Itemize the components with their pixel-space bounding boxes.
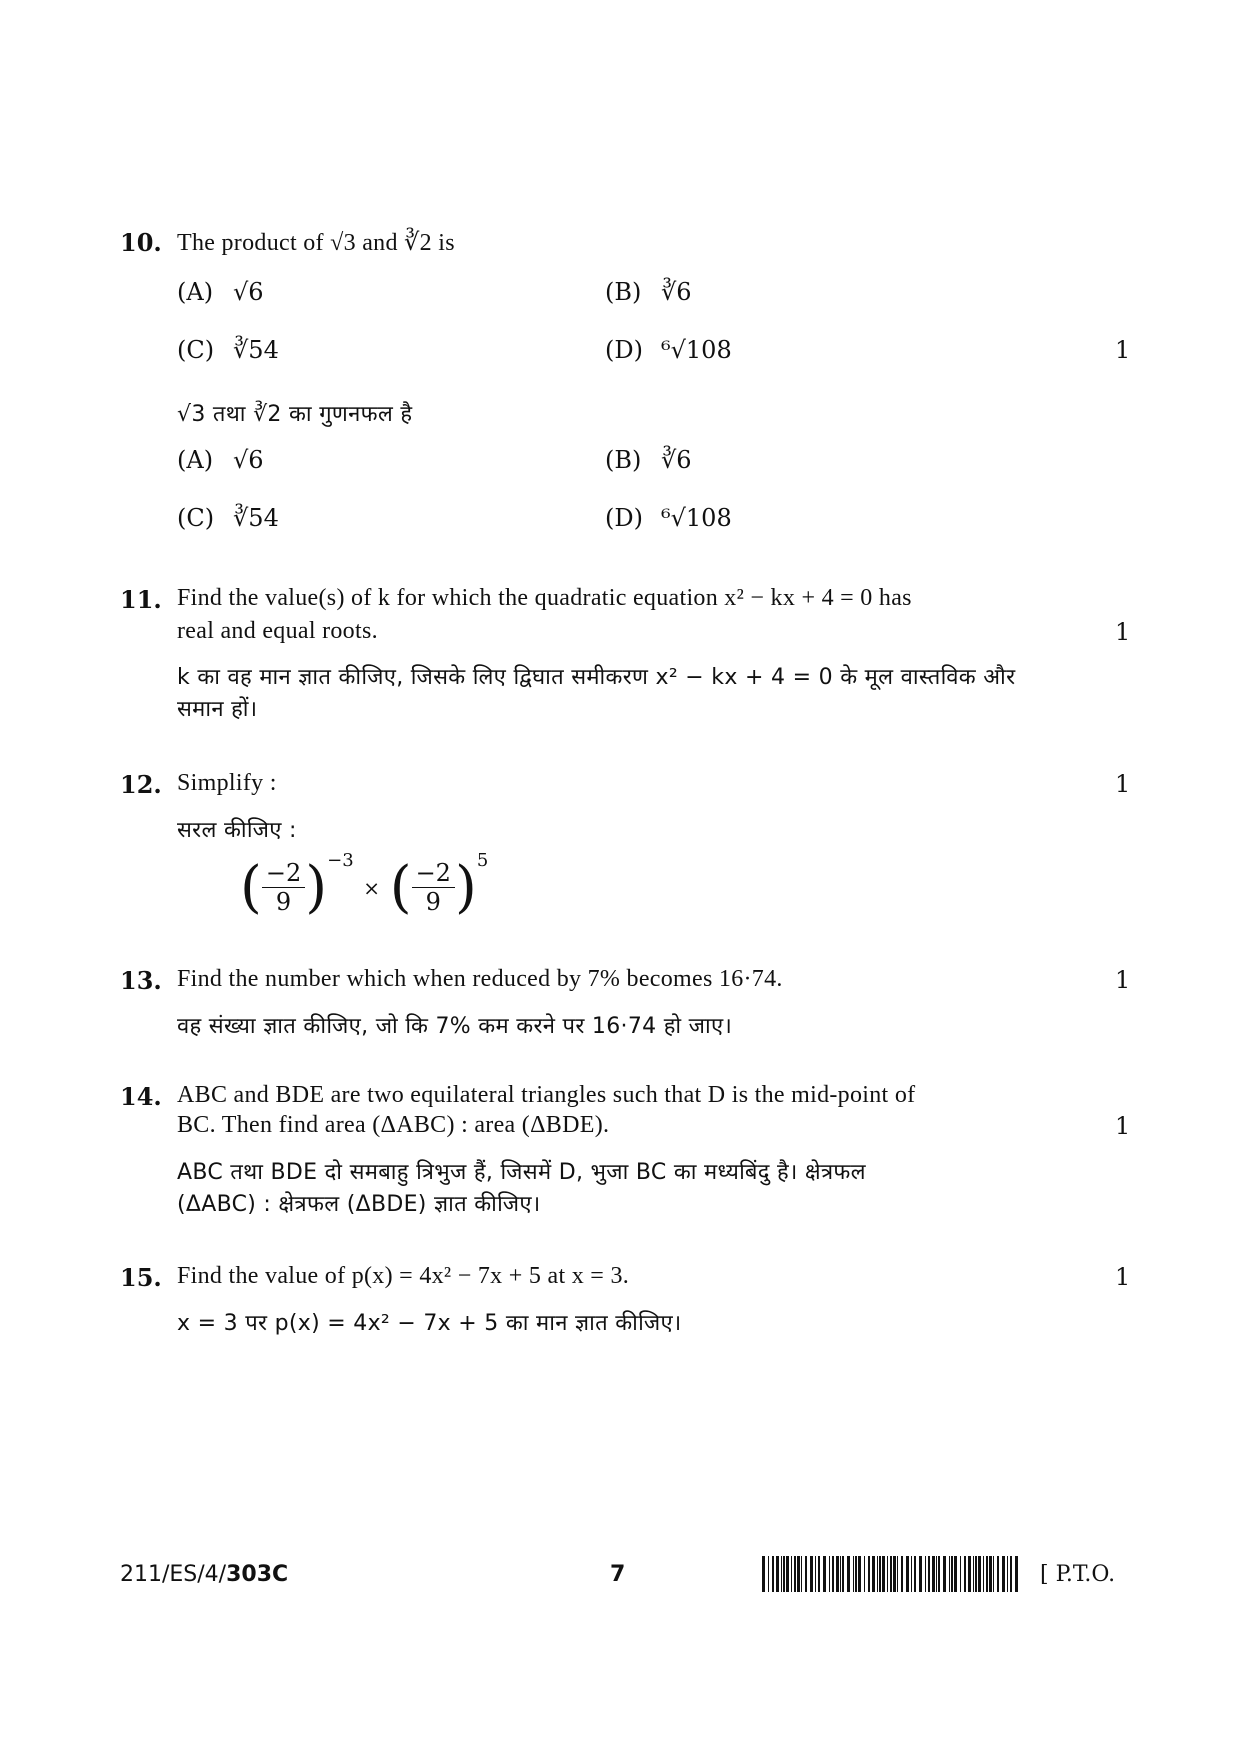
barcode-bar bbox=[868, 1556, 870, 1592]
question-number: 13. bbox=[120, 966, 162, 995]
fraction-1 bbox=[262, 859, 305, 916]
option-d-en bbox=[605, 336, 732, 364]
option-value: √6 bbox=[233, 446, 264, 474]
option-c-hi bbox=[177, 504, 279, 532]
exponent: −3 bbox=[327, 850, 354, 871]
barcode-bar bbox=[919, 1556, 922, 1592]
barcode-bar bbox=[1002, 1556, 1005, 1592]
barcode-bar bbox=[989, 1556, 992, 1592]
option-a-en bbox=[177, 278, 264, 306]
question-text-hi: सरल कीजिए : bbox=[177, 818, 297, 843]
option-value: ⁶√108 bbox=[661, 504, 732, 532]
option-b-hi bbox=[605, 446, 692, 474]
barcode-bar bbox=[949, 1556, 950, 1592]
barcode-bar bbox=[960, 1556, 961, 1592]
page-number: 7 bbox=[610, 1562, 626, 1587]
numerator: −2 bbox=[262, 859, 305, 888]
barcode bbox=[762, 1556, 1022, 1592]
barcode-bar bbox=[818, 1556, 820, 1592]
marks: 1 bbox=[1115, 618, 1131, 646]
left-paren: ( bbox=[240, 855, 262, 920]
barcode-bar bbox=[1015, 1556, 1018, 1592]
question-number: 11. bbox=[120, 585, 162, 614]
barcode-bar bbox=[932, 1556, 935, 1592]
left-paren: ( bbox=[389, 855, 412, 920]
barcode-bar bbox=[951, 1556, 953, 1592]
barcode-bar bbox=[853, 1556, 854, 1592]
exponent: 5 bbox=[476, 850, 489, 871]
barcode-bar bbox=[925, 1556, 926, 1592]
barcode-bar bbox=[840, 1556, 841, 1592]
barcode-bar bbox=[829, 1556, 830, 1592]
barcode-bar bbox=[954, 1556, 957, 1592]
barcode-bar bbox=[797, 1556, 800, 1592]
barcode-bar bbox=[858, 1556, 861, 1592]
barcode-bar bbox=[810, 1556, 813, 1592]
barcode-bar bbox=[893, 1556, 896, 1592]
barcode-bar bbox=[983, 1556, 984, 1592]
barcode-bar bbox=[914, 1556, 916, 1592]
denominator: 9 bbox=[425, 888, 441, 916]
question-line-1-hi: k का वह मान ज्ञात कीजिए, जिसके लिए द्विघात समीकरण x² − kx + 4 = 0 के मूल वास्तविक और bbox=[177, 665, 1016, 690]
barcode-bar bbox=[897, 1556, 898, 1592]
question-line-2-en: real and equal roots. bbox=[177, 618, 378, 644]
option-value: ∛54 bbox=[233, 336, 279, 364]
question-text-en: Find the number which when reduced by 7% becomes 16·74. bbox=[177, 966, 783, 992]
fraction-2 bbox=[412, 859, 455, 916]
paper-code-prefix: 211/ES/4/ bbox=[120, 1562, 227, 1587]
barcode-bar bbox=[864, 1556, 865, 1592]
barcode-bar bbox=[1010, 1556, 1012, 1592]
marks: 1 bbox=[1115, 770, 1131, 798]
expression bbox=[240, 850, 488, 920]
right-paren: ) bbox=[305, 855, 328, 920]
barcode-bar bbox=[978, 1556, 981, 1592]
barcode-bar bbox=[986, 1556, 988, 1592]
barcode-bar bbox=[975, 1556, 977, 1592]
page-footer bbox=[0, 1562, 1241, 1602]
option-value: ⁶√108 bbox=[661, 336, 732, 364]
denominator: 9 bbox=[275, 888, 292, 916]
option-d-hi bbox=[605, 504, 732, 532]
option-label: (C) bbox=[177, 504, 215, 532]
barcode-bar bbox=[783, 1556, 785, 1592]
option-value: √6 bbox=[233, 278, 264, 306]
question-number: 10. bbox=[120, 228, 162, 257]
barcode-bar bbox=[768, 1556, 769, 1592]
barcode-bar bbox=[815, 1556, 816, 1592]
barcode-bar bbox=[993, 1556, 994, 1592]
barcode-bar bbox=[997, 1556, 999, 1592]
barcode-bar bbox=[801, 1556, 802, 1592]
barcode-bar bbox=[832, 1556, 834, 1592]
option-label: (B) bbox=[605, 278, 642, 306]
barcode-bar bbox=[772, 1556, 774, 1592]
barcode-bar bbox=[847, 1556, 850, 1592]
question-line-2-hi: समान हों। bbox=[177, 697, 258, 722]
barcode-bar bbox=[1007, 1556, 1008, 1592]
option-a-hi bbox=[177, 446, 264, 474]
option-value: ∛54 bbox=[233, 504, 279, 532]
barcode-bar bbox=[823, 1556, 826, 1592]
paper-code-bold: 303C bbox=[226, 1562, 289, 1587]
option-label: (D) bbox=[605, 336, 643, 364]
barcode-bar bbox=[882, 1556, 885, 1592]
option-value: ∛6 bbox=[661, 446, 692, 474]
barcode-bar bbox=[872, 1556, 875, 1592]
barcode-bar bbox=[890, 1556, 892, 1592]
option-label: (A) bbox=[177, 446, 214, 474]
barcode-bar bbox=[968, 1556, 971, 1592]
question-text-en: Find the value of p(x) = 4x² − 7x + 5 at x = 3. bbox=[177, 1263, 630, 1289]
question-line-2-en: BC. Then find area (ΔABC) : area (ΔBDE). bbox=[177, 1112, 610, 1138]
question-number: 15. bbox=[120, 1263, 162, 1292]
barcode-bar bbox=[781, 1556, 782, 1592]
option-value: ∛6 bbox=[661, 278, 692, 306]
barcode-bar bbox=[762, 1556, 765, 1592]
barcode-bar bbox=[776, 1556, 779, 1592]
option-c-en bbox=[177, 336, 279, 364]
barcode-bar bbox=[887, 1556, 888, 1592]
barcode-bar bbox=[786, 1556, 789, 1592]
marks: 1 bbox=[1115, 1112, 1131, 1140]
question-number: 14. bbox=[120, 1082, 162, 1111]
barcode-bar bbox=[805, 1556, 807, 1592]
question-line-2-hi: (ΔABC) : क्षेत्रफल (ΔBDE) ज्ञात कीजिए। bbox=[177, 1192, 541, 1217]
barcode-bar bbox=[836, 1556, 839, 1592]
question-text-hi: √3 तथा ∛2 का गुणनफल है bbox=[177, 402, 413, 427]
barcode-bar bbox=[928, 1556, 930, 1592]
barcode-bar bbox=[855, 1556, 857, 1592]
barcode-bar bbox=[911, 1556, 912, 1592]
marks: 1 bbox=[1115, 336, 1131, 364]
question-line-1-en: Find the value(s) of k for which the quadratic equation x² − kx + 4 = 0 has bbox=[177, 585, 912, 611]
question-text-en: The product of √3 and ∛2 is bbox=[177, 230, 455, 256]
barcode-bar bbox=[964, 1556, 966, 1592]
barcode-bar bbox=[842, 1556, 844, 1592]
barcode-bar bbox=[938, 1556, 940, 1592]
question-text-hi: x = 3 पर p(x) = 4x² − 7x + 5 का मान ज्ञात कीजिए। bbox=[177, 1311, 682, 1336]
barcode-bar bbox=[877, 1556, 878, 1592]
marks: 1 bbox=[1115, 966, 1131, 994]
question-number: 12. bbox=[120, 770, 162, 799]
multiply-sign: × bbox=[363, 875, 381, 900]
question-line-1-en: ABC and BDE are two equilateral triangles such that D is the mid-point of bbox=[177, 1082, 916, 1108]
marks: 1 bbox=[1115, 1263, 1131, 1291]
question-text-en: Simplify : bbox=[177, 770, 277, 796]
barcode-bar bbox=[794, 1556, 796, 1592]
pto-label: [ P.T.O. bbox=[1040, 1562, 1116, 1587]
option-label: (B) bbox=[605, 446, 642, 474]
option-label: (A) bbox=[177, 278, 214, 306]
option-b-en bbox=[605, 278, 692, 306]
option-label: (D) bbox=[605, 504, 643, 532]
barcode-bar bbox=[906, 1556, 909, 1592]
right-paren: ) bbox=[454, 855, 477, 920]
question-line-1-hi: ABC तथा BDE दो समबाहु त्रिभुज हैं, जिसमें D, भुजा BC का मध्यबिंदु है। क्षेत्रफल bbox=[177, 1160, 866, 1185]
paper-code bbox=[120, 1562, 288, 1587]
barcode-bar bbox=[936, 1556, 937, 1592]
numerator: −2 bbox=[412, 859, 455, 888]
option-label: (C) bbox=[177, 336, 215, 364]
barcode-bar bbox=[879, 1556, 881, 1592]
barcode-bar bbox=[791, 1556, 792, 1592]
question-text-hi: वह संख्या ज्ञात कीजिए, जो कि 7% कम करने पर 16·74 हो जाए। bbox=[177, 1014, 733, 1039]
barcode-bar bbox=[973, 1556, 974, 1592]
barcode-bar bbox=[943, 1556, 946, 1592]
barcode-bar bbox=[901, 1556, 903, 1592]
